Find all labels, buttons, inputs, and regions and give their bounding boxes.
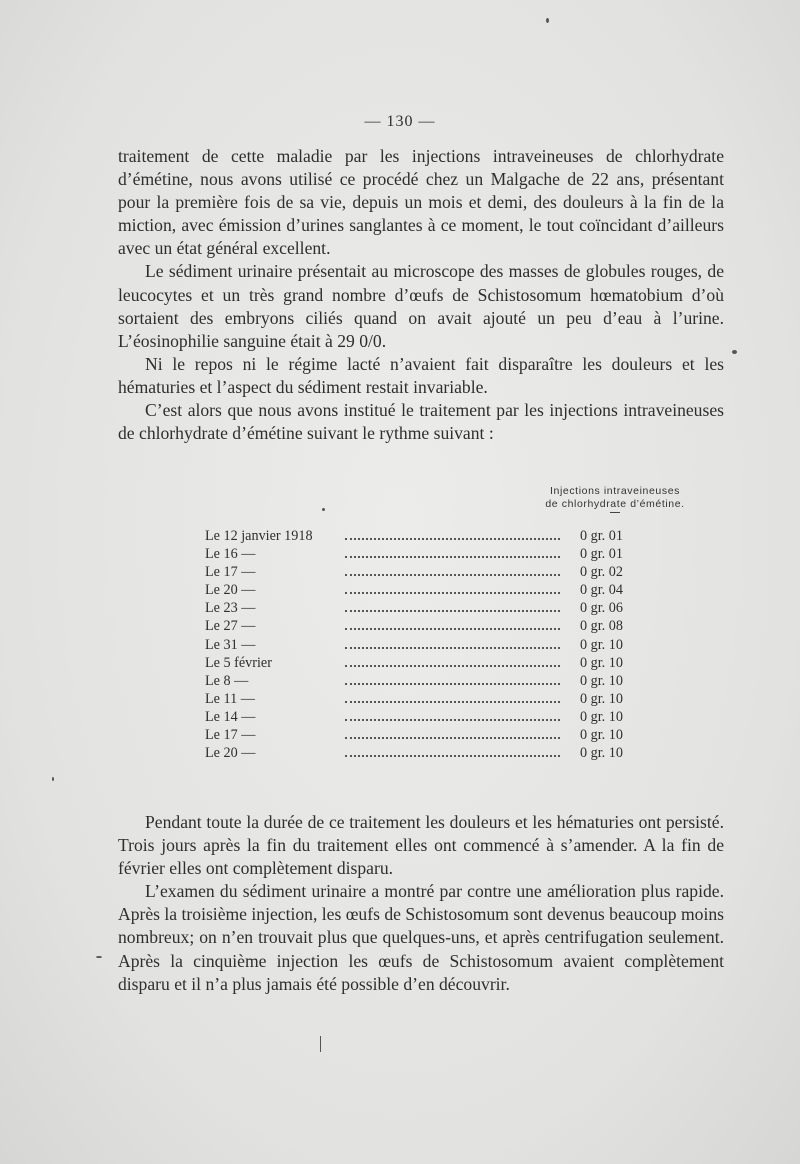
row-date: Le 5 février — [205, 654, 272, 671]
table-column-header — [500, 485, 730, 513]
row-dose: 0 gr. 06 — [580, 600, 623, 617]
row-date: Le 17 — — [205, 727, 256, 744]
leader-dots — [345, 556, 560, 558]
paragraph: Pendant toute la durée de ce traitement les douleurs et les hématuries ont persisté. Trois jours après la fin du traitement elles ont commencé à s’amender. A la fin de février elles ont complètement disparu. — [118, 812, 724, 879]
paragraph: C’est alors que nous avons institué le traitement par les injections intraveineuses de chlorhydrate d’émétine suivant le rythme suivant : — [118, 400, 724, 444]
leader-dots — [345, 719, 560, 721]
row-dose: 0 gr. 10 — [580, 636, 623, 653]
page-number: — 130 — — [364, 113, 436, 130]
row-date: Le 27 — — [205, 618, 256, 635]
row-date: Le 16 — — [205, 546, 256, 563]
row-dose: 0 gr. 10 — [580, 690, 623, 707]
row-date: Le 20 — — [205, 745, 256, 762]
table-row — [205, 599, 665, 617]
row-date: Le 31 — — [205, 636, 256, 653]
paragraph: Le sédiment urinaire présentait au microscope des masses de globules rouges, de leucocytes et un très grand nombre d’œufs de Schistosomum hœmatobium d’où sortaient des embryons ciliés quand on avait ajouté un peu d’eau à l’urine. L’éosinophilie sanguine était à 29 0/0. — [118, 261, 724, 351]
row-date: Le 11 — — [205, 690, 255, 707]
row-date: Le 14 — — [205, 708, 256, 725]
header-rule — [610, 512, 620, 513]
table-row — [205, 636, 665, 654]
leader-dots — [345, 610, 560, 612]
scan-speck — [96, 956, 102, 958]
row-dose: 0 gr. 10 — [580, 708, 623, 725]
table-header-line: Injections intraveineuses — [550, 485, 680, 497]
top-text-block — [118, 145, 724, 445]
row-date: Le 20 — — [205, 582, 256, 599]
table-row — [205, 690, 665, 708]
paragraph: traitement de cette maladie par les injections intraveineuses de chlorhydrate d’émétine, nous avons utilisé ce procédé chez un Malgache de 22 ans, présentant pour la première fois de sa vie, depuis un mois et demi, des douleurs à la fin de la miction, avec émission d’urines sanglantes à ce moment, le tout coïncidant d’ailleurs avec un état général excellent. — [118, 146, 724, 259]
leader-dots — [345, 574, 560, 576]
leader-dots — [345, 683, 560, 685]
scan-speck — [732, 350, 737, 354]
row-dose: 0 gr. 10 — [580, 745, 623, 762]
table-header-line: de chlorhydrate d’émétine. — [545, 498, 685, 510]
leader-dots — [345, 647, 560, 649]
leader-dots — [345, 665, 560, 667]
scan-speck — [322, 508, 325, 511]
table-row — [205, 617, 665, 635]
row-date: Le 12 janvier 1918 — [205, 528, 313, 544]
table-row — [205, 744, 665, 762]
table-row — [205, 545, 665, 563]
scan-speck — [52, 777, 54, 781]
leader-dots — [345, 737, 560, 739]
row-dose: 0 gr. 10 — [580, 654, 623, 671]
leader-dots — [345, 701, 560, 703]
leader-dots — [345, 755, 560, 757]
paragraph: L’examen du sédiment urinaire a montré par contre une amélioration plus rapide. Après la troisième injection, les œufs de Schistosomum sont devenus beaucoup moins nombreux; on n’en trouvait plus que quelques-uns, et après centrifugation seulement. Après la cinquième injection les œufs de Schistosomum avaient complètement disparu et il n’a plus jamais été possible d’en découvrir. — [118, 881, 724, 994]
table-row — [205, 527, 665, 545]
row-dose: 0 gr. 08 — [580, 618, 623, 635]
row-dose: 0 gr. 10 — [580, 727, 623, 744]
leader-dots — [345, 538, 560, 540]
table-row — [205, 726, 665, 744]
leader-dots — [345, 628, 560, 630]
table-row — [205, 654, 665, 672]
row-dose: 0 gr. 04 — [580, 582, 623, 599]
scan-speck — [546, 18, 549, 23]
row-date: Le 23 — — [205, 600, 256, 617]
table-row — [205, 563, 665, 581]
row-date: Le 17 — — [205, 564, 256, 581]
injection-schedule-table — [205, 527, 665, 762]
row-date: Le 8 — — [205, 672, 249, 689]
row-dose: 0 gr. 01 — [580, 528, 623, 544]
table-row — [205, 581, 665, 599]
bottom-text-block — [118, 811, 724, 996]
paragraph: Ni le repos ni le régime lacté n’avaient fait disparaître les douleurs et les hématuries et l’aspect du sédiment restait invariable. — [118, 353, 724, 397]
leader-dots — [345, 592, 560, 594]
table-row — [205, 672, 665, 690]
row-dose: 0 gr. 02 — [580, 564, 623, 581]
row-dose: 0 gr. 10 — [580, 672, 623, 689]
scan-speck — [320, 1036, 321, 1052]
table-row — [205, 708, 665, 726]
row-dose: 0 gr. 01 — [580, 546, 623, 563]
